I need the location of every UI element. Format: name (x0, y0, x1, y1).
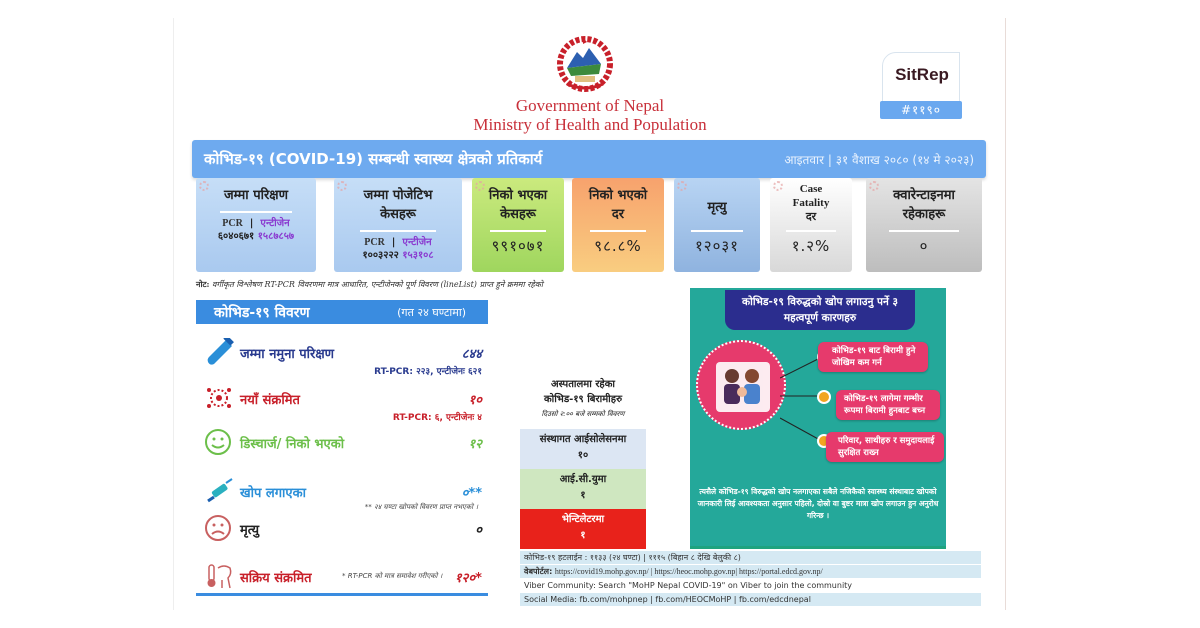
card-sub-values: ६०४०६७१ १५८७८५७ (217, 231, 295, 242)
virus-icon (337, 181, 347, 191)
family-icon (716, 362, 770, 412)
teal-strip (690, 546, 946, 549)
card-quarantine (866, 178, 982, 272)
report-banner (192, 140, 986, 178)
card-title: जम्मा परिक्षण (224, 188, 288, 203)
poster-footer: त्यसैले कोभिड-१९ विरुद्धको खोप नलगाएका सबैले नजिकैको स्वास्थ्य संस्थाबाट खोपको जानकारी लिई आवश्यकता अनुसार पहिलो, दोस्रो वा बुष्टर मात्रा खोप लगाउन हुन अनुरोध गरिन्छ । (697, 487, 939, 520)
virus-icon (773, 181, 783, 191)
poster-title: कोभिड-१९ विरुद्धको खोप लगाउनु पर्ने ३ महत्वपूर्ण कारणहरु (725, 290, 915, 330)
sitrep-label: SitRep (895, 65, 949, 84)
viber-community: Viber Community: Search "MoHP Nepal COVID-19" on Viber to join the community (520, 579, 981, 592)
row-deaths: मृत्यु ० (196, 512, 488, 542)
note: नोट: वर्गीकृत विश्लेषण RT-PCR विवरणमा मात्र आधारित, एन्टीजेनको पूर्ण विवरण (lineList) प्राप्त हुने क्रममा रहेको (196, 279, 543, 289)
card-total-tests (196, 178, 316, 272)
banner-date: आइतवार | ३१ वैशाख २०८० (१४ मे २०२३) (784, 152, 974, 167)
vaccine-poster (690, 288, 946, 546)
social-media-links[interactable]: Social Media: fb.com/mohpnep | fb.com/HEOCMoHP | fb.com/edcdnepal (520, 593, 981, 606)
card-title: निको भएको दर (588, 188, 648, 222)
icu-box: आई.सी.युमा १ (520, 469, 646, 509)
daily-panel-header (196, 300, 488, 324)
daily-panel-title: कोभिड-१९ विवरण (214, 304, 310, 321)
virus-icon (199, 181, 209, 191)
row-active-cases: सक्रिय संक्रमित * RT-PCR को मात्र समावेश गरीएको । १२०* (196, 560, 488, 590)
card-title: जम्मा पोजेटिभ केसहरू (363, 188, 433, 222)
row-new-infections: नयाँ संक्रमित १० RT-PCR: ६, एन्टीजेनः ४ (196, 382, 488, 412)
row-discharged: डिस्चार्ज/ निको भएको १२ (196, 426, 488, 456)
reason-2: कोभिड-१९ लागेमा गम्भीर रूपमा बिरामी हुनबाट बच्न (836, 390, 940, 420)
reason-3: परिवार, साथीहरु र समुदायलाई सुरक्षित राख्न (826, 432, 944, 462)
card-case-fatality (770, 178, 852, 272)
divider (590, 230, 645, 232)
family-illustration (696, 340, 786, 430)
stat-cards (196, 178, 986, 273)
panel-bottom-rule (196, 593, 488, 596)
hospital-box (520, 375, 646, 549)
card-title: मृत्यु (707, 200, 727, 215)
ventilator-box: भेन्टिलेटरमा १ (520, 509, 646, 549)
bullet-dot (817, 390, 831, 404)
card-value: ० (919, 237, 929, 255)
vaccine-footnote: ** २४ घण्टा खोपको विवरण प्राप्त नभएको । (364, 503, 478, 511)
row-total-samples: जम्मा नमुना परिक्षण ८४४ RT-PCR: २२३, एन्टीजेनः ६२१ (196, 336, 488, 366)
divider (220, 211, 292, 213)
virus-icon (677, 181, 687, 191)
banner-title: कोभिड-१९ (COVID-19) सम्बन्धी स्वास्थ्य क्षेत्रको प्रतिकार्य (204, 150, 543, 168)
isolation-box: संस्थागत आईसोलेसनमा १० (520, 429, 646, 469)
divider (691, 230, 743, 232)
reason-1: कोभिड-१९ बाट बिरामी हुने जोखिम कम गर्न (818, 342, 928, 372)
card-title: Case Fatality दर (792, 183, 830, 223)
web-portal-links[interactable]: वेबपोर्टल: https://covid19.mohp.gov.np/ | https://heoc.mohp.gov.np| https://portal.edcd.gov.np/ (520, 565, 981, 578)
red-strip (520, 546, 646, 549)
nepal-emblem-icon (553, 34, 617, 94)
virus-icon (869, 181, 879, 191)
daily-panel (196, 330, 488, 596)
card-recovered (472, 178, 564, 272)
syringe-icon (204, 477, 234, 505)
sitrep-number: #११९० (880, 101, 962, 119)
thermometer-icon (204, 562, 234, 590)
card-sub-labels: PCR | एन्टीजेन (364, 237, 432, 248)
divider (490, 230, 545, 232)
card-sub-labels: PCR | एन्टीजेन (222, 218, 290, 229)
card-value: ९९१०७१ (491, 237, 545, 255)
card-sub-values: १००३२२२ १५३१०८ (362, 250, 434, 261)
active-footnote: * RT-PCR को मात्र समावेश गरीएको । (342, 572, 443, 580)
card-title: क्वारेन्टाइनमा रहेकाहरू (893, 188, 955, 222)
daily-panel-period: (गत २४ घण्टामा) (397, 305, 466, 319)
divider (786, 230, 835, 232)
divider (360, 230, 437, 232)
card-total-positive (334, 178, 462, 272)
test-tube-icon (204, 338, 234, 366)
virus-icon (204, 384, 234, 412)
card-deaths (674, 178, 760, 272)
card-title: निको भएका केसहरू (488, 188, 548, 222)
contact-info (520, 551, 981, 607)
card-value: १२०३१ (694, 237, 739, 255)
hotline: कोभिड-१९ हटलाईन : ११३३ (२४ घण्टा) | १११५ (बिहान ८ देखि बेलुकी ८) (520, 551, 981, 564)
row-vaccinated: खोप लगाएका ०** ** २४ घण्टा खोपको विवरण प्राप्त नभएको । (196, 475, 488, 505)
card-value: १.२% (791, 237, 831, 255)
sad-face-icon (204, 514, 234, 542)
divider (889, 230, 959, 232)
gov-line-2: Ministry of Health and Population (473, 115, 707, 134)
smile-icon (204, 428, 234, 456)
card-recovery-rate (572, 178, 664, 272)
hospital-header: अस्पतालमा रहेका कोभिड-१९ बिरामीहरु दिउसो २:०० बजे सम्मको विवरण (520, 375, 646, 429)
ministry-title (440, 96, 740, 134)
gov-line-1: Government of Nepal (515, 96, 665, 115)
virus-icon (475, 181, 485, 191)
card-value: ९८.८% (594, 237, 642, 255)
